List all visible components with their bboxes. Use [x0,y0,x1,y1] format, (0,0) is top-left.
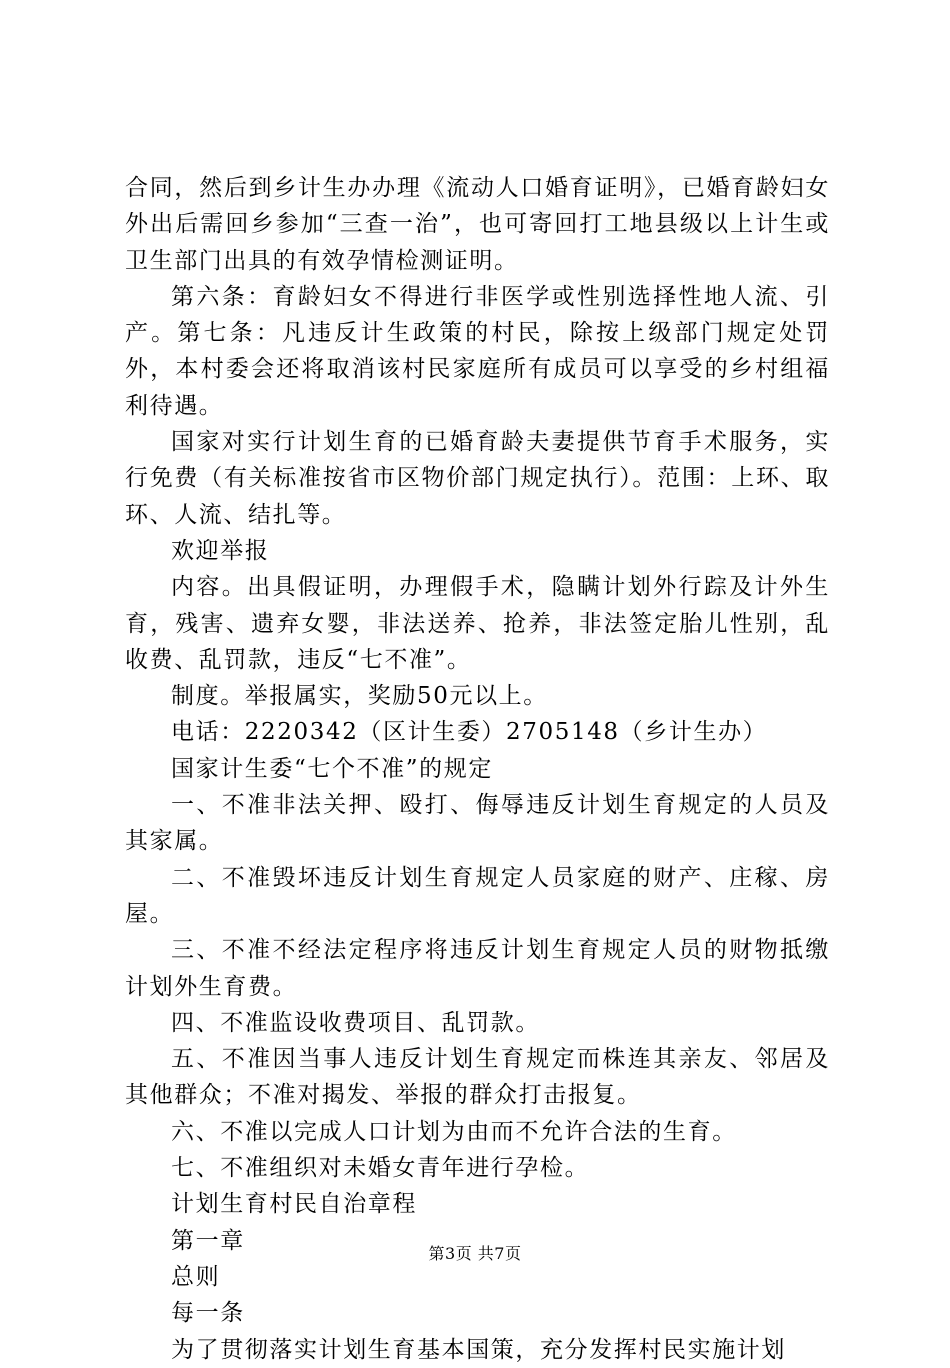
paragraph-rule-1: 一、不准非法关押、殴打、侮辱违反计划生育规定的人员及其家属。 [125,792,830,855]
paragraph-report-content: 内容。出具假证明，办理假手术，隐瞒计划外行踪及计外生育，残害、遗弃女婴，非法送养、抢养，非法签定胎儿性别，乱收费、乱罚款，违反“七不准”。 [125,574,830,673]
paragraph-contract-continuation: 合同，然后到乡计生办办理《流动人口婚育证明》，已婚育龄妇女外出后需回乡参加“三查一治”，也可寄回打工地县级以上计生或卫生部门出具的有效孕情检测证明。 [125,175,830,274]
paragraph-charter-title: 计划生育村民自治章程 [171,1191,417,1218]
paragraph-rule-5: 五、不准因当事人违反计划生育规定而株连其亲友、邻居及其他群众；不准对揭发、举报的群众打击报复。 [125,1046,830,1109]
page-number-footer: 第3页 共7页 [428,1244,522,1263]
paragraph-welcome-report: 欢迎举报 [171,537,270,564]
paragraph-rule-4: 四、不准监设收费项目、乱罚款。 [171,1009,540,1036]
paragraph-rule-7: 七、不准组织对未婚女青年进行孕检。 [171,1155,590,1182]
paragraph-general-provisions: 总则 [171,1263,221,1290]
paragraph-article-6-7: 第六条：育龄妇女不得进行非医学或性别选择性地人流、引产。第七条：凡违反计生政策的村民，除按上级部门规定处罚外，本村委会还将取消该村民家庭所有成员可以享受的乡村组福利待遇。 [125,283,830,419]
document-body [125,170,830,1368]
paragraph-free-surgery-service: 国家对实行计划生育的已婚育龄夫妻提供节育手术服务，实行免费（有关标准按省市区物价部门规定执行）。范围：上环、取环、人流、结扎等。 [125,429,830,528]
paragraph-rule-2: 二、不准毁坏违反计划生育规定人员家庭的财产、庄稼、房屋。 [125,864,830,927]
paragraph-rule-6: 六、不准以完成人口计划为由而不允许合法的生育。 [171,1118,737,1145]
paragraph-chapter-1: 第一章 [171,1227,245,1254]
paragraph-seven-rules-heading: 国家计生委“七个不准”的规定 [171,755,493,782]
paragraph-rule-3: 三、不准不经法定程序将违反计划生育规定人员的财物抵缴计划外生育费。 [125,937,830,1000]
paragraph-article-1-label: 每一条 [171,1300,245,1327]
paragraph-article-1-text: 为了贯彻落实计划生育基本国策，充分发挥村民实施计划 [171,1336,786,1363]
paragraph-report-phone: 电话：2220342（区计生委）2705148（乡计生办） [171,719,768,746]
paragraph-report-reward: 制度。举报属实，奖励50元以上。 [171,683,548,710]
